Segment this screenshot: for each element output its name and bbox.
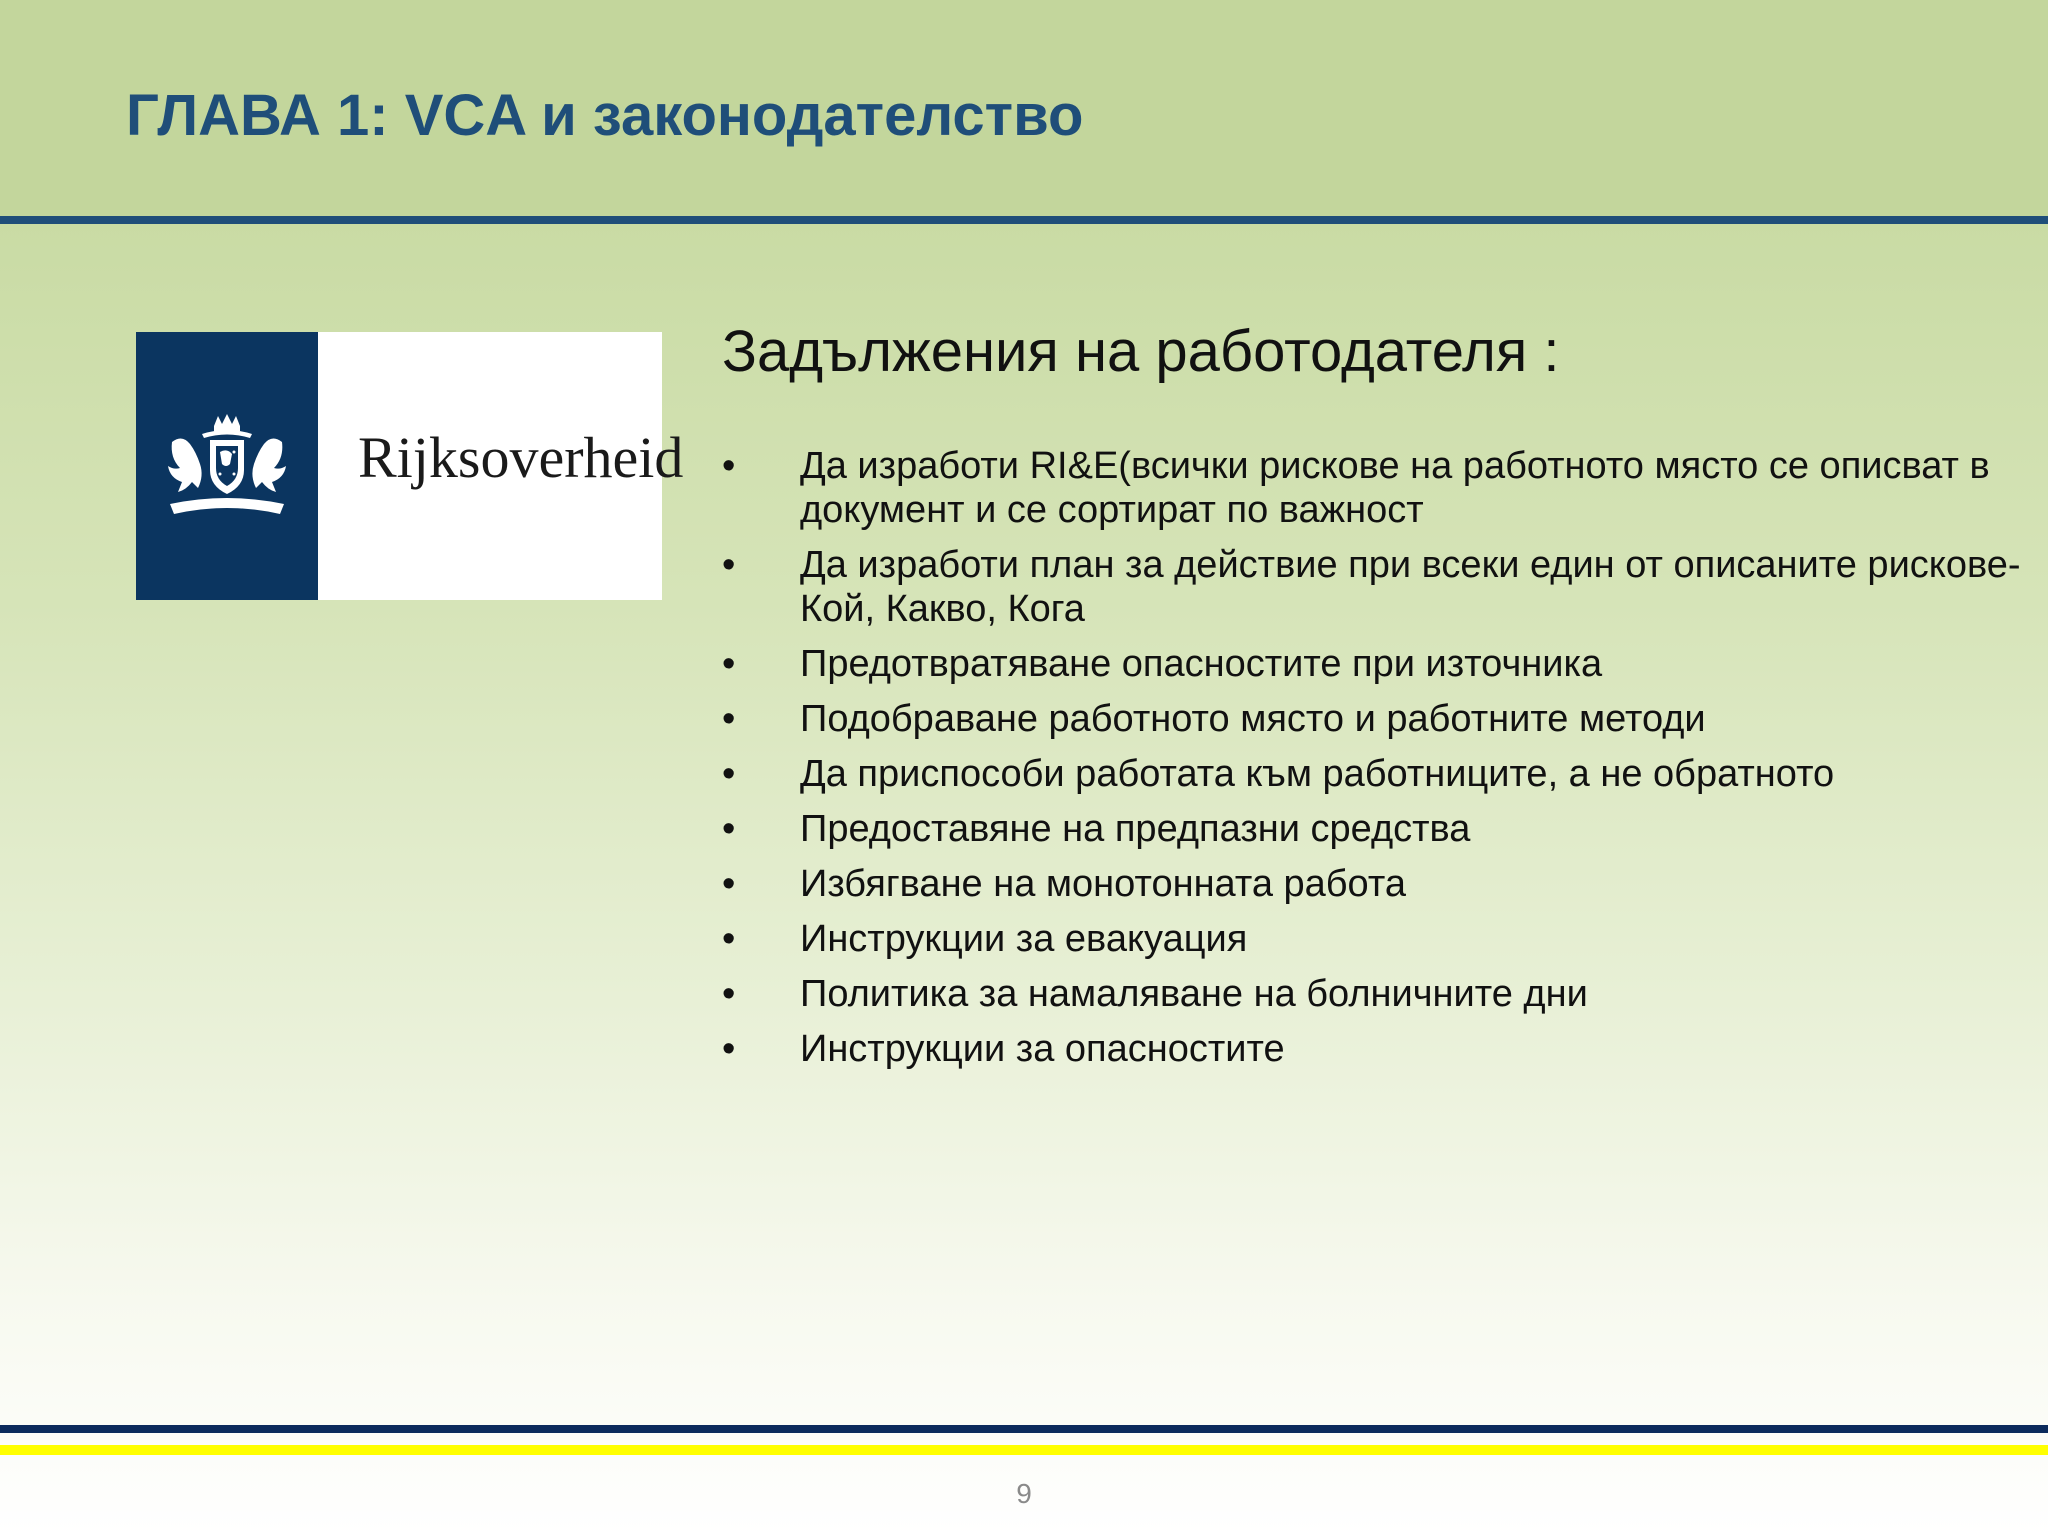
- page-number: 9: [1016, 1478, 1032, 1509]
- list-item-text: Политика за намаляване на болничните дни: [800, 973, 1588, 1015]
- list-item-text: Да приспособи работата към работниците, а не обратното: [800, 753, 1835, 795]
- bullet-icon: •: [722, 863, 736, 905]
- list-item: [722, 642, 2022, 686]
- royal-coat-of-arms-icon: [152, 412, 302, 532]
- footer-divider-navy: [0, 1425, 2048, 1433]
- bullet-icon: •: [722, 808, 736, 850]
- title-divider: [0, 216, 2048, 224]
- list-item: [722, 862, 2022, 906]
- list-item: [722, 543, 2022, 631]
- logo-emblem-bar: [136, 332, 318, 600]
- bullet-icon: •: [722, 973, 736, 1015]
- list-item-text: Инструкции за евакуация: [800, 918, 1248, 960]
- logo-wordmark: Rijksoverheid: [358, 425, 684, 490]
- list-item-text: Предотвратяване опасностите при източника: [800, 643, 1603, 685]
- list-item: [722, 917, 2022, 961]
- list-item: [722, 807, 2022, 851]
- bullet-icon: •: [722, 544, 736, 586]
- list-item: [722, 1027, 2022, 1071]
- bullet-icon: •: [722, 753, 736, 795]
- list-item-text: Да изработи план за действие при всеки един от описаните рискове- Кой, Какво, Кога: [800, 544, 2021, 630]
- bullet-icon: •: [722, 698, 736, 740]
- list-item-text: Да изработи RI&E(всички рискове на работното място се описват в документ и се сортират по важност: [800, 445, 1990, 531]
- bullet-icon: •: [722, 445, 736, 487]
- rijksoverheid-logo: [136, 332, 684, 600]
- list-item-text: Подобраване работното място и работните методи: [800, 698, 1706, 740]
- bullet-icon: •: [722, 643, 736, 685]
- list-item-text: Предоставяне на предпазни средства: [800, 808, 1471, 850]
- list-item: [722, 972, 2022, 1016]
- list-item: [722, 752, 2022, 796]
- list-item-text: Избягване на монотонната работа: [800, 863, 1406, 905]
- bullet-icon: •: [722, 918, 736, 960]
- obligations-list: [722, 444, 2022, 1082]
- section-heading: Задължения на работодателя :: [722, 319, 1560, 384]
- list-item: [722, 697, 2022, 741]
- list-item: [722, 444, 2022, 532]
- slide-title: ГЛАВА 1: VCA и законодателство: [126, 83, 1084, 148]
- footer-divider-yellow: [0, 1445, 2048, 1455]
- list-item-text: Инструкции за опасностите: [800, 1028, 1285, 1070]
- bullet-icon: •: [722, 1028, 736, 1070]
